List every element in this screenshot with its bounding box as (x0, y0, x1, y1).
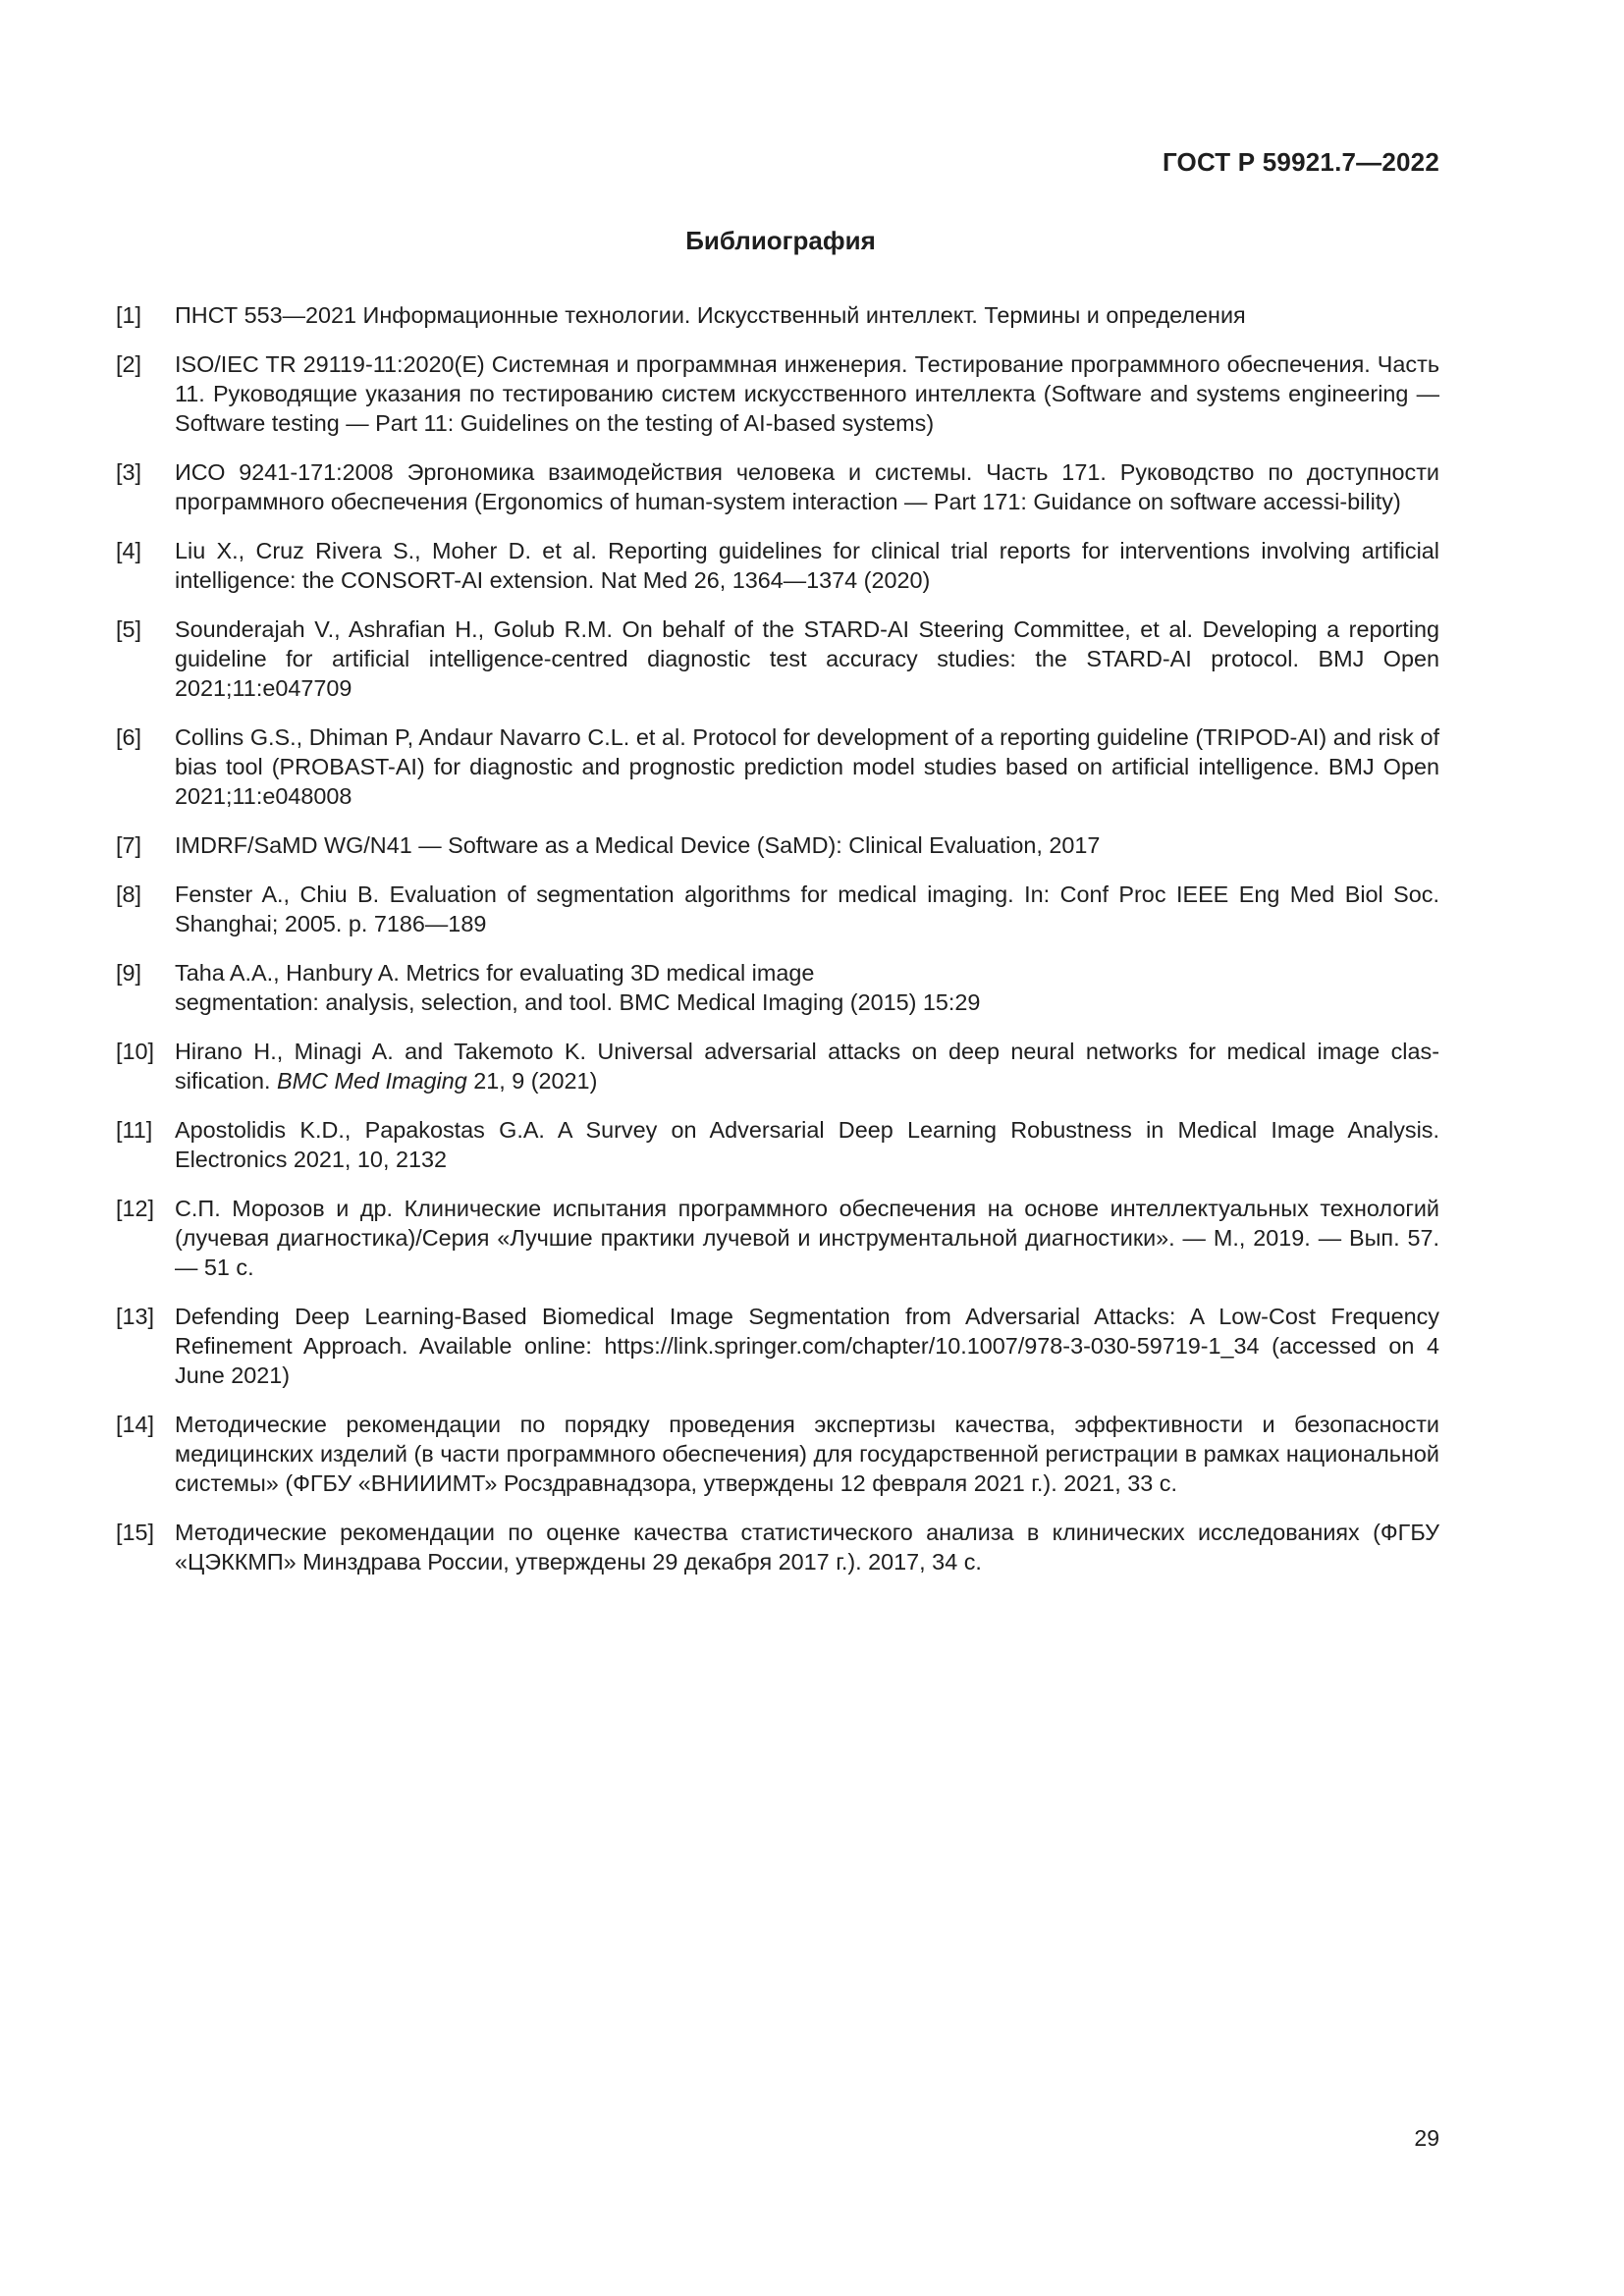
reference-number: [2] (116, 351, 142, 377)
list-item (116, 880, 1439, 938)
section-title: Библиография (685, 226, 876, 255)
reference-number: [12] (116, 1196, 155, 1221)
list-item (116, 1037, 1439, 1095)
reference-text: ISO/IEC TR 29119-11:2020(E) Системная и программная инженерия. Тестирование программного обеспечения. Часть 11. Руководящие указания по тестированию систем искусственного интеллекта (Software and systems engineering — Software testing — Part 11: Guidelines on the testing of AI-based systems) (175, 351, 1439, 436)
page-number: 29 (1414, 2125, 1439, 2151)
reference-text: ПНСТ 553—2021 Информационные технологии. Искусственный интеллект. Термины и определения (175, 302, 1246, 328)
list-item (116, 722, 1439, 811)
reference-number: [10] (116, 1039, 155, 1064)
reference-number: [9] (116, 960, 142, 986)
reference-number: [8] (116, 881, 142, 907)
reference-number: [5] (116, 616, 142, 642)
list-item (116, 958, 1439, 1017)
document-code: ГОСТ Р 59921.7—2022 (1162, 147, 1439, 177)
list-item (116, 536, 1439, 595)
reference-number: [7] (116, 832, 142, 858)
list-item (116, 300, 1439, 330)
list-item (116, 1302, 1439, 1390)
list-item (116, 1115, 1439, 1174)
reference-number: [14] (116, 1412, 155, 1437)
list-item (116, 614, 1439, 703)
reference-text: Collins G.S., Dhiman P, Andaur Navarro C.L. et al. Protocol for development of a reporting guideline (TRIPOD-AI) and risk of bias tool (PROBAST-AI) for diagnostic and prognostic prediction model studies based on artificial intelligence. BMJ Open 2021;11:e048008 (175, 724, 1439, 809)
reference-text-part: 21, 9 (2021) (466, 1068, 598, 1094)
list-item (116, 1410, 1439, 1498)
list-item (116, 1518, 1439, 1576)
journal-name: BMC Med Imaging (277, 1068, 467, 1094)
reference-text: Fenster A., Chiu B. Evaluation of segmentation algorithms for medical imaging. In: Conf Proc IEEE Eng Med Biol Soc. Shanghai; 2005. p. 7186—189 (175, 881, 1439, 936)
reference-text-part: Hirano H., Minagi A. and Takemoto K. Universal adversarial attacks on deep neural networks for medical image clas-sification. (175, 1039, 1439, 1094)
reference-text: ИСО 9241-171:2008 Эргономика взаимодействия человека и системы. Часть 171. Руководство по доступности программного обеспечения (Ergonomics of human-system interaction — Part 171: Guidance on software accessi-bility) (175, 459, 1439, 514)
list-item (116, 1194, 1439, 1282)
reference-text: Apostolidis K.D., Papakostas G.A. A Survey on Adversarial Deep Learning Robustness in Medical Image Analysis. Electronics 2021, 10, 2132 (175, 1117, 1439, 1172)
reference-number: [3] (116, 459, 142, 485)
reference-number: [13] (116, 1304, 155, 1329)
reference-text: Sounderajah V., Ashrafian H., Golub R.M. On behalf of the STARD-AI Steering Committee, et al. Developing a reporting guideline for artificial intelligence-centred diagnostic test accuracy studies: the STARD-AI protocol. BMJ Open 2021;11:e047709 (175, 616, 1439, 701)
reference-text: С.П. Морозов и др. Клинические испытания программного обеспечения на основе интеллектуальных технологий (лучевая диагностика)/Серия «Лучшие практики лучевой и инструментальной диагностики». — М., 2019. — Вып. 57. — 51 с. (175, 1196, 1439, 1280)
reference-text: IMDRF/SaMD WG/N41 — Software as a Medical Device (SaMD): Clinical Evaluation, 2017 (175, 832, 1101, 858)
reference-number: [6] (116, 724, 142, 750)
reference-number: [1] (116, 302, 142, 328)
reference-text: Defending Deep Learning-Based Biomedical Image Segmentation from Adversarial Attacks: A Low-Cost Frequency Refinement Approach. Available online: https://link.springer.com/chapter/10.1007/978-3-030-59719-1_34 (accessed on 4 June 2021) (175, 1304, 1439, 1388)
reference-text: Методические рекомендации по порядку проведения экспертизы качества, эффективности и безопасности медицинских изделий (в части программного обеспечения) для государственной регистрации в рамках национальной системы» (ФГБУ «ВНИИИМТ» Росздравнадзора, утверждены 12 февраля 2021 г.). 2021, 33 с. (175, 1412, 1439, 1496)
reference-text: Taha A.A., Hanbury A. Metrics for evaluating 3D medical image segmentation: analysis, selection, and tool. BMC Medical Imaging (2015) 15:29 (175, 960, 981, 1015)
list-item (116, 349, 1439, 438)
reference-text: Методические рекомендации по оценке качества статистического анализа в клинических исследованиях (ФГБУ «ЦЭККМП» Минздрава России, утверждены 29 декабря 2017 г.). 2017, 34 с. (175, 1520, 1439, 1575)
reference-number: [15] (116, 1520, 155, 1545)
reference-number: [4] (116, 538, 142, 563)
bibliography-list (116, 300, 1439, 1596)
list-item (116, 830, 1439, 860)
reference-text: Liu X., Cruz Rivera S., Moher D. et al. Reporting guidelines for clinical trial reports for interventions involving artificial intelligence: the CONSORT-AI extension. Nat Med 26, 1364—1374 (2020) (175, 538, 1439, 593)
reference-text (175, 1037, 1439, 1095)
reference-number: [11] (116, 1117, 153, 1143)
list-item (116, 457, 1439, 516)
